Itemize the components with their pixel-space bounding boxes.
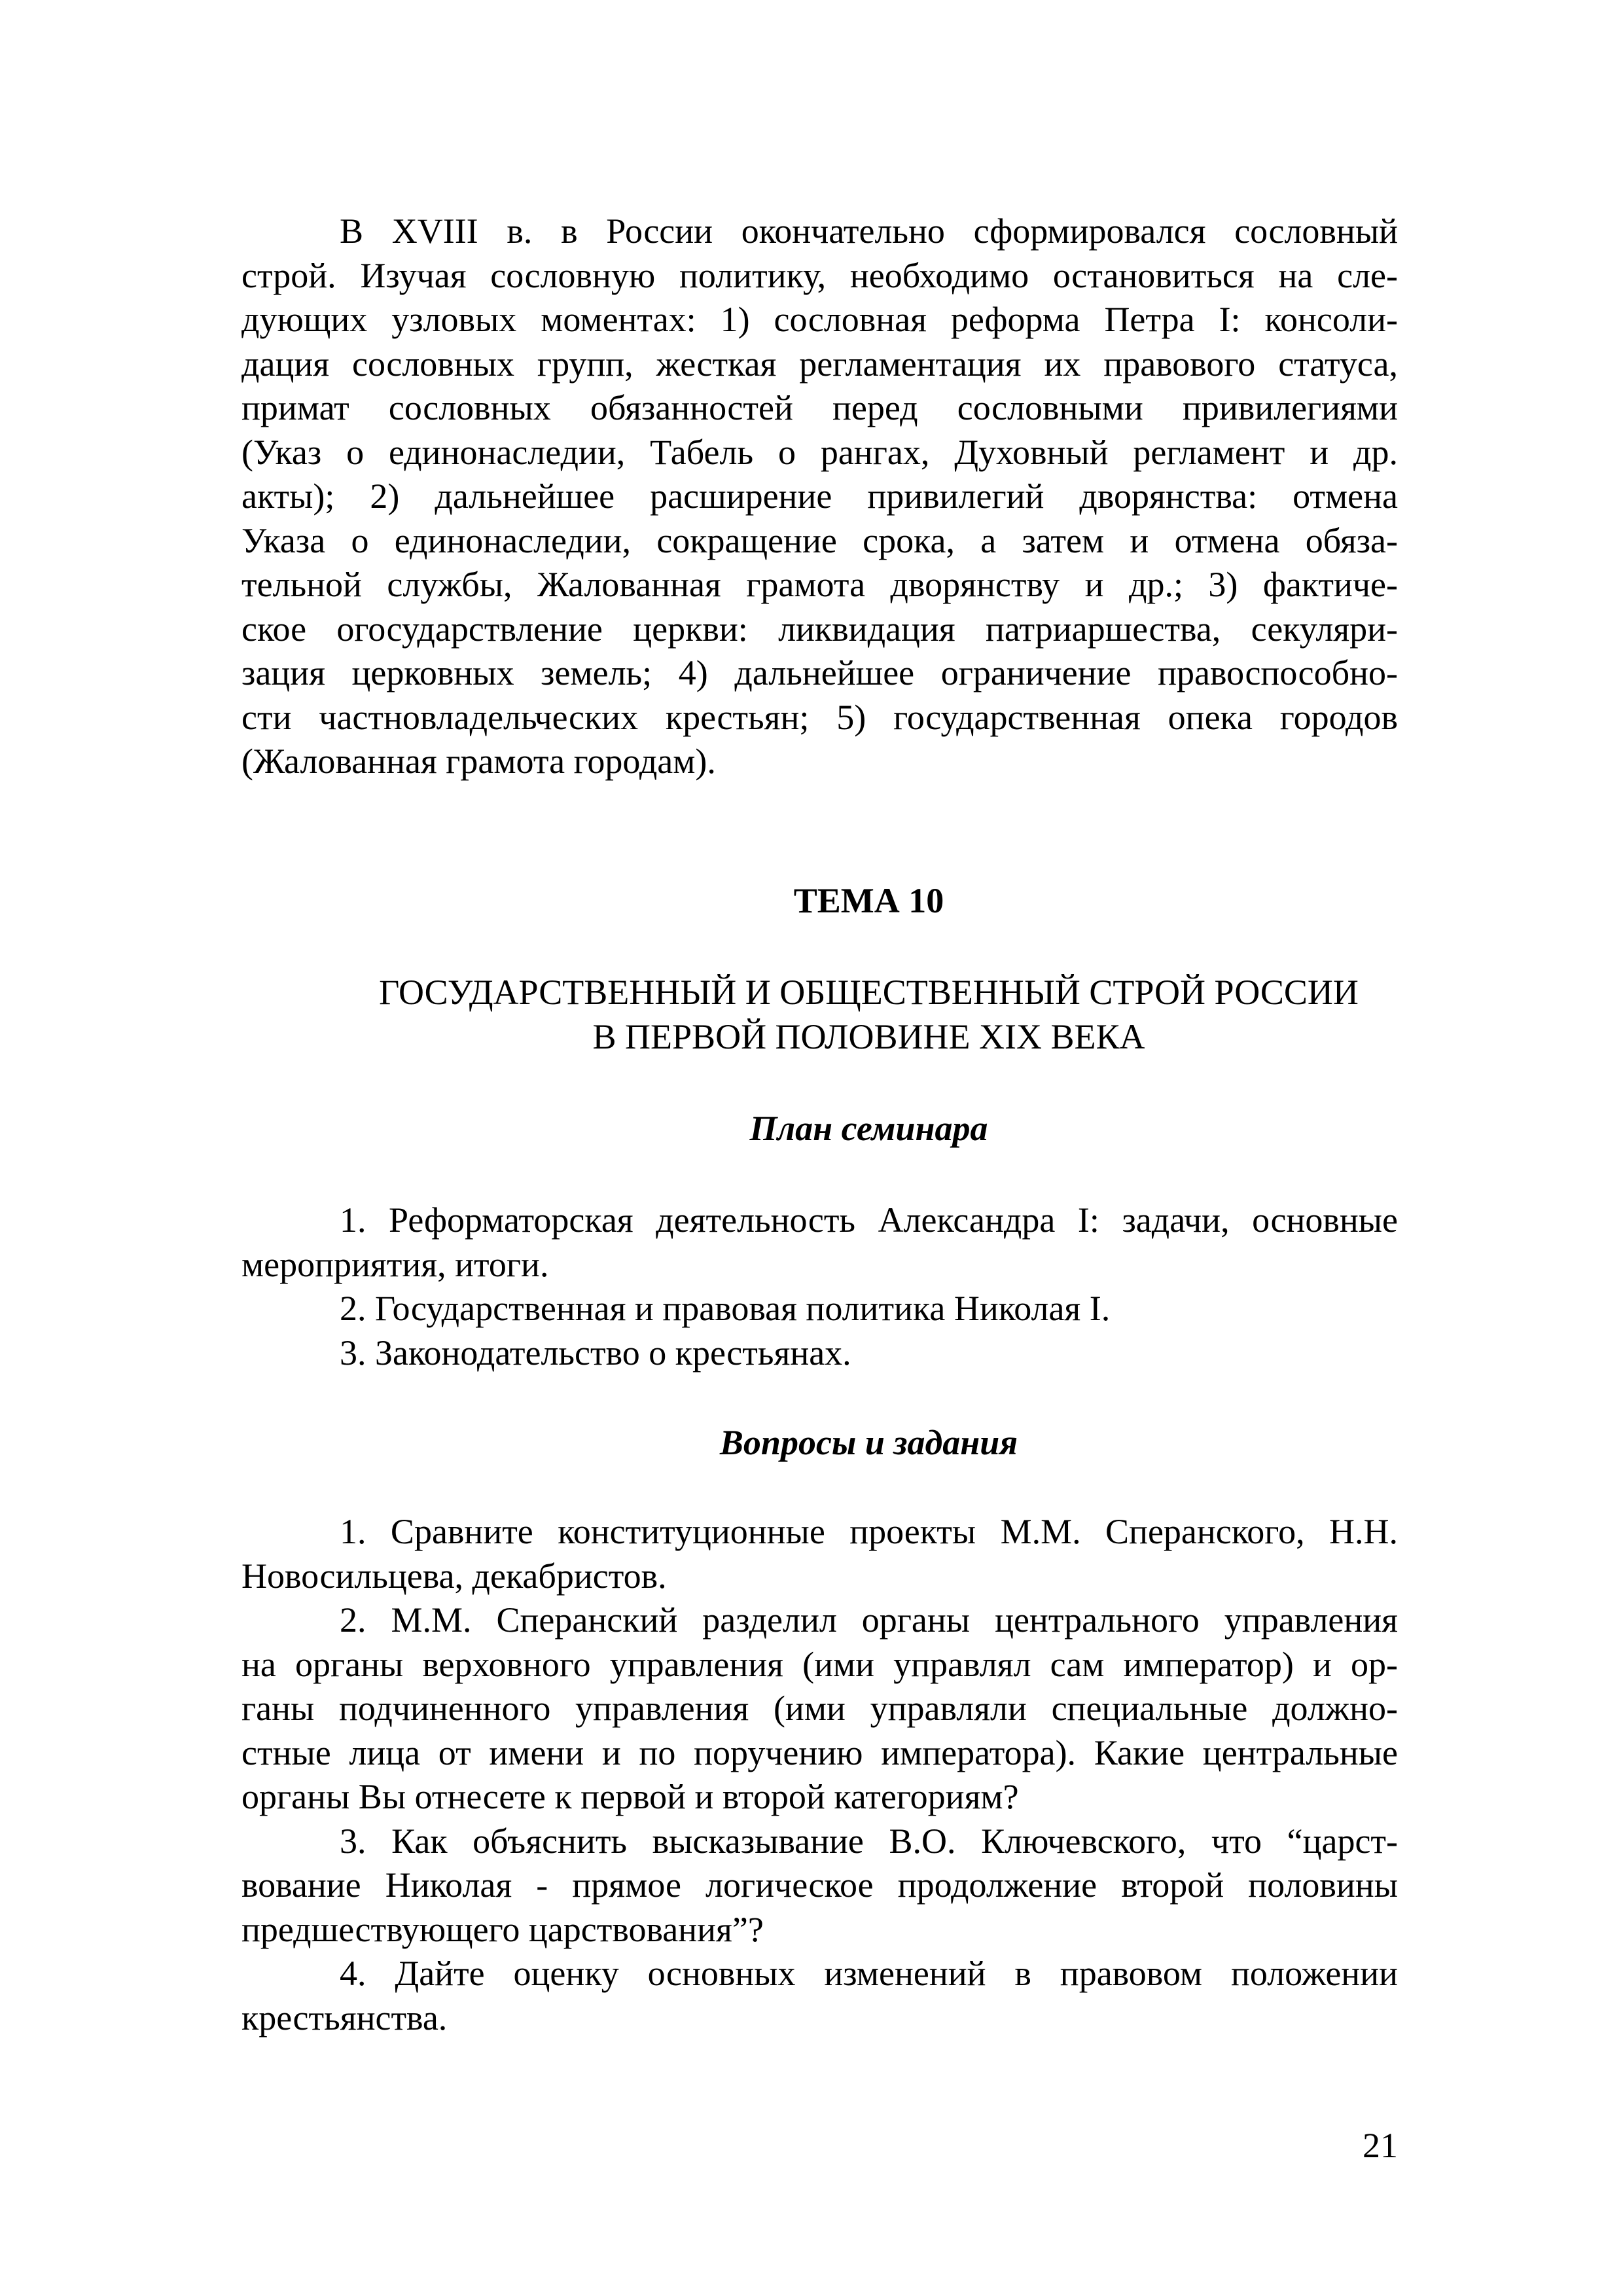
list-item: крестьянства. [241,1998,448,2037]
list-item: 1. Реформаторская деятельность Александра I: задачи, основные [340,1200,1398,1240]
text-line: зация церковных земель; 4) дальнейшее ограничение правоспособно- [241,653,1398,692]
seminar-plan-heading: План семинара [749,1109,988,1148]
list-item: 1. Сравните конституционные проекты М.М. Сперанского, Н.Н. [340,1512,1398,1551]
text-line: Указа о единонаследии, сокращение срока, а затем и отмена обяза- [241,520,1398,560]
questions-section [241,1421,1398,1465]
list-item: мероприятия, итоги. [241,1244,549,1284]
list-item: органы Вы отнесете к первой и второй категориям? [241,1777,1019,1816]
text-line: тельной службы, Жалованная грамота дворянству и др.; 3) фактиче- [241,565,1398,604]
text-line: (Указ о единонаследии, Табель о рангах, Духовный регламент и др. [241,432,1398,472]
seminar-plan-section [241,1107,1398,1151]
topic-title-line-2: В ПЕРВОЙ ПОЛОВИНЕ XIX ВЕКА [592,1016,1145,1056]
questions-heading: Вопросы и задания [719,1423,1018,1462]
text-line: сти частновладельческих крестьян; 5) государственная опека городов [241,697,1398,737]
list-item: 3. Законодательство о крестьянах. [340,1333,851,1372]
text-line: дация сословных групп, жесткая регламентация их правового статуса, [241,344,1398,384]
list-item: 3. Как объяснить высказывание В.О. Ключевского, что “царст- [340,1821,1398,1861]
seminar-plan-list [241,1198,1398,1375]
text-line: примат сословных обязанностей перед сословными привилегиями [241,388,1398,427]
list-item: вование Николая - прямое логическое продолжение второй половины [241,1865,1398,1905]
text-line: (Жалованная грамота городам). [241,742,716,781]
list-item: на органы верховного управления (ими управлял сам император) и ор- [241,1644,1398,1684]
text-line: акты); 2) дальнейшее расширение привилегий дворянства: отмена [241,476,1398,516]
page-number: 21 [1363,2126,1398,2165]
intro-paragraph [241,209,1398,784]
list-item: 4. Дайте оценку основных изменений в правовом положении [340,1954,1398,1993]
list-item: 2. Государственная и правовая политика Николая I. [340,1289,1111,1328]
list-item: 2. М.М. Сперанский разделил органы центрального управления [340,1600,1398,1640]
text-line: дующих узловых моментах: 1) сословная реформа Петра I: консоли- [241,300,1398,339]
topic-title [241,971,1398,1059]
text-line: ское огосударствление церкви: ликвидация патриаршества, секуляри- [241,609,1398,649]
topic-heading [241,879,1398,924]
topic-title-line-1: ГОСУДАРСТВЕННЫЙ И ОБЩЕСТВЕННЫЙ СТРОЙ РОССИИ [379,973,1359,1012]
list-item: Новосильцева, декабристов. [241,1556,667,1596]
text-line: В XVIII в. в России окончательно сформировался сословный [340,211,1398,251]
text-line: строй. Изучая сословную политику, необходимо остановиться на сле- [241,255,1398,295]
list-item: предшествующего царствования”? [241,1909,764,1949]
list-item: стные лица от имени и по поручению императора). Какие центральные [241,1732,1398,1772]
list-item: ганы подчиненного управления (ими управляли специальные должно- [241,1689,1398,1728]
questions-list [241,1510,1398,2040]
topic-label: ТЕМА 10 [793,881,944,920]
